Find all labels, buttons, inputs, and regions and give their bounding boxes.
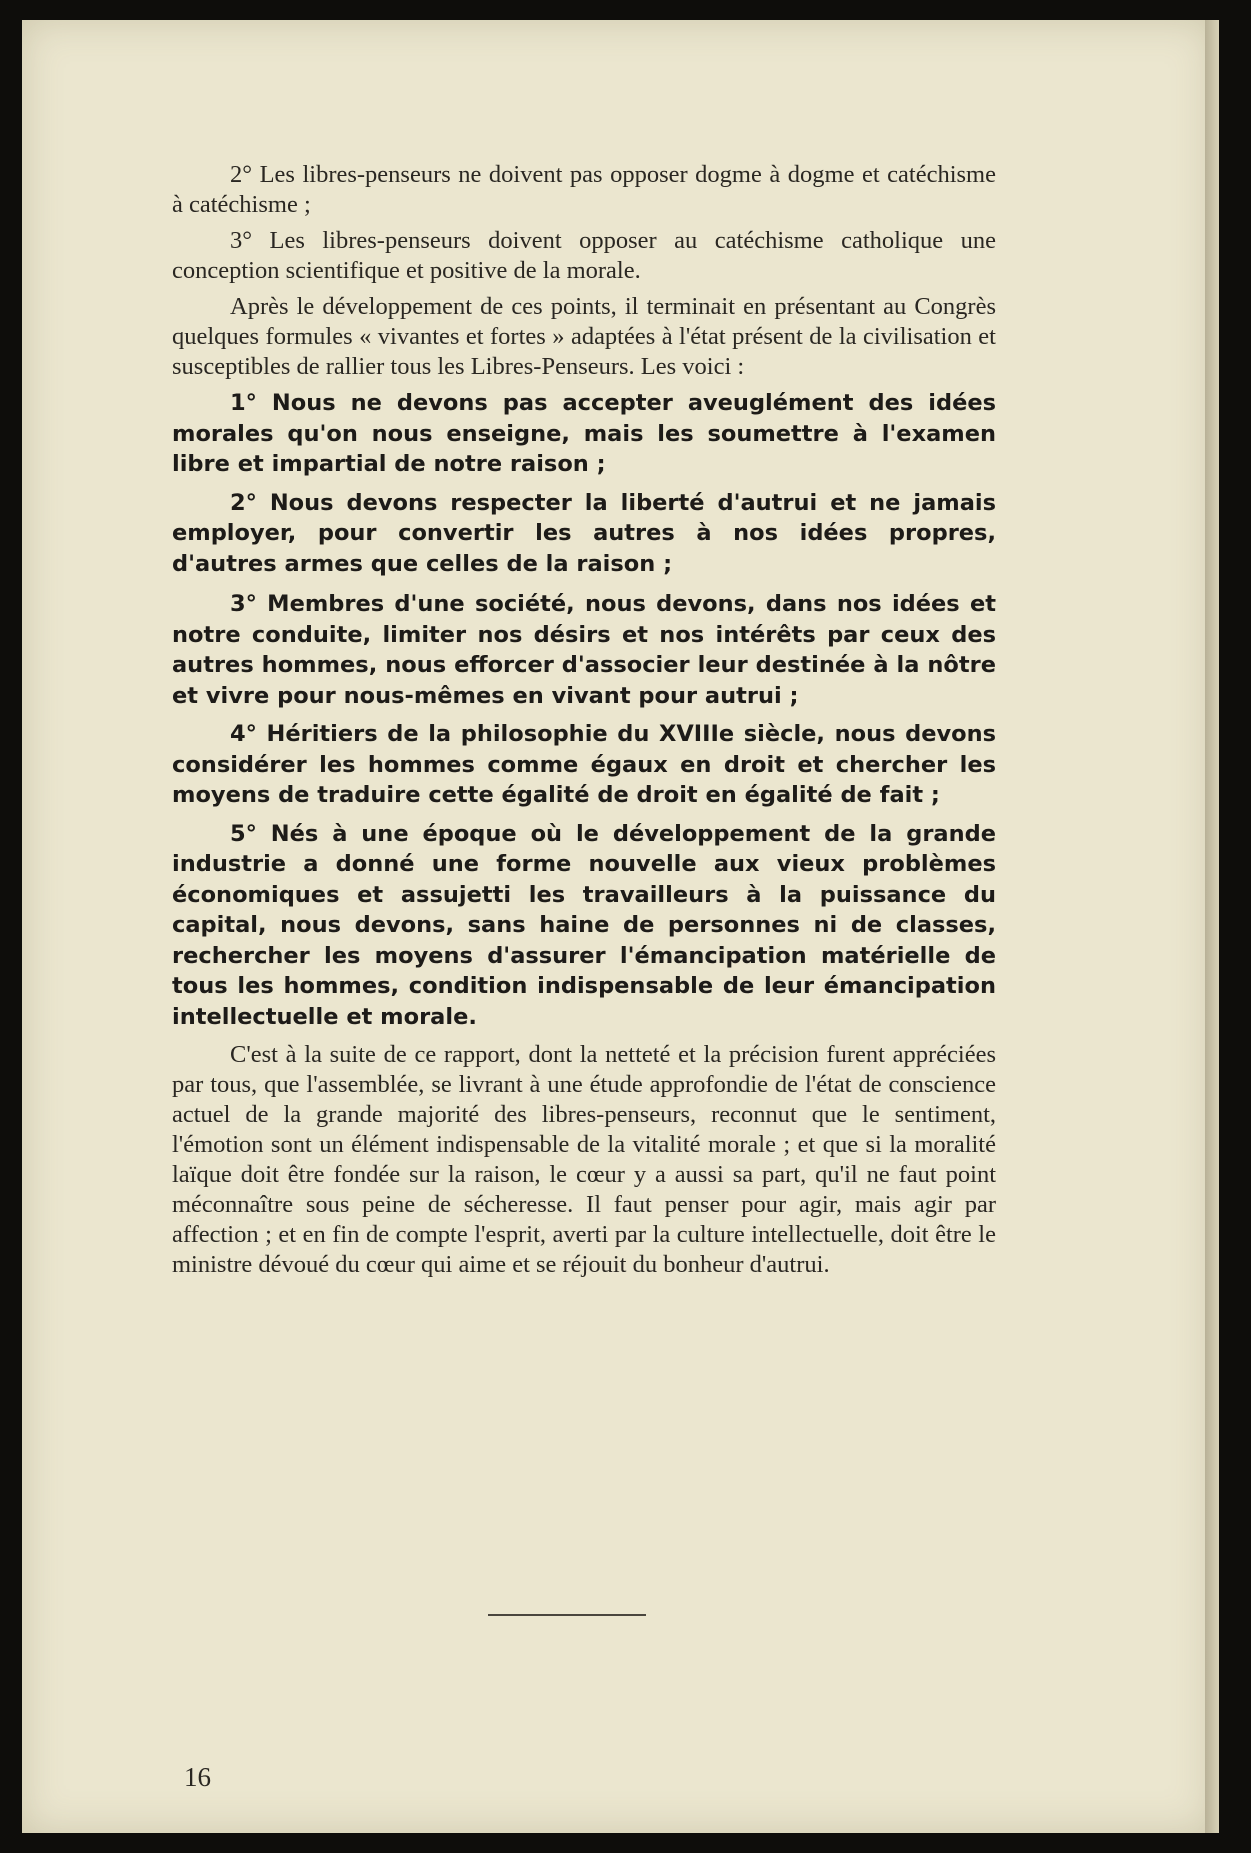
page-number: 16 [184, 1762, 211, 1792]
formula-5: 5° Nés à une époque où le développement de la grande industrie a donné une forme nouvelle aux vieux problèmes économiques et assujetti les travailleurs à la puissance du capital, nous devons, sans haine de personnes ni de classes, rechercher les moyens d'assurer l'émancipation matérielle de tous les hommes, condition indispensable de leur émancipation intellectuelle et morale. [172, 820, 996, 1030]
body-text [172, 160, 996, 1286]
section-divider [488, 1614, 646, 1616]
formula-4: 4° Héritiers de la philosophie du XVIIIe siècle, nous devons considérer les hommes comme égaux en droit et chercher les moyens de traduire cette égalité de droit en égalité de fait ; [172, 721, 996, 808]
book-spine-edge [1205, 20, 1219, 1833]
intro-paragraph-3: Après le développement de ces points, il terminait en présentant au Congrès quelques formules « vivantes et fortes » adaptées à l'état présent de la civilisation et susceptibles de rallier tous les Libres-Penseurs. Les voici : [172, 293, 996, 380]
intro-paragraph-1: 2° Les libres-penseurs ne doivent pas opposer dogme à dogme et catéchisme à catéchisme ; [172, 161, 996, 218]
formula-1: 1° Nous ne devons pas accepter aveuglément des idées morales qu'on nous enseigne, mais les soumettre à l'examen libre et impartial de notre raison ; [172, 390, 996, 477]
formula-3: 3° Membres d'une société, nous devons, dans nos idées et notre conduite, limiter nos désirs et nos intérêts par ceux des autres hommes, nous efforcer d'associer leur destinée à la nôtre et vivre pour nous-mêmes en vivant pour autrui ; [172, 591, 996, 709]
intro-paragraph-2: 3° Les libres-penseurs doivent opposer au catéchisme catholique une conception scientifique et positive de la morale. [172, 227, 996, 284]
conclusion-paragraph: C'est à la suite de ce rapport, dont la netteté et la précision furent appréciées par tous, que l'assemblée, se livrant à une étude approfondie de l'état de conscience actuel de la grande majorité des libres-penseurs, reconnut que le sentiment, l'émotion sont un élément indispensable de la vitalité morale ; et que si la moralité laïque doit être fondée sur la raison, le cœur y a aussi sa part, qu'il ne faut point méconnaître sous peine de sécheresse. Il faut penser pour agir, mais agir par affection ; et en fin de compte l'esprit, averti par la culture intellectuelle, doit être le ministre dévoué du cœur qui aime et se réjouit du bonheur d'autrui. [172, 1041, 996, 1278]
formula-2: 2° Nous devons respecter la liberté d'autrui et ne jamais employer, pour convertir les autres à nos idées propres, d'autres armes que celles de la raison ; [172, 489, 996, 577]
